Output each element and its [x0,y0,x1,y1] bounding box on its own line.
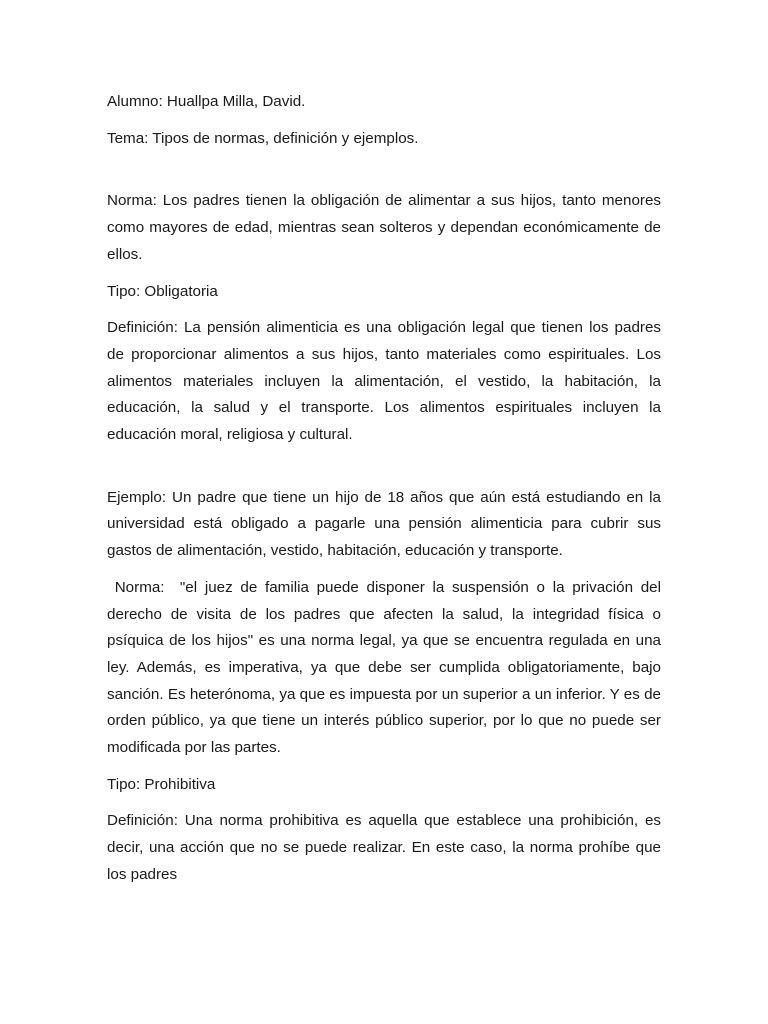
student-name: Alumno: Huallpa Milla, David. [107,93,306,110]
norma-2: Norma: "el juez de familia puede disponer la suspensión o la privación del derecho de visita de los padres que afecten la salud, la integridad física o psíquica de los hijos" es una norma legal, ya que se encuentra regulada en una ley. Además, es imperativa, ya que debe ser cumplida obligatoriamente, bajo sanción. Es heterónoma, ya que es impuesta por un superior a un inferior. Y es de orden público, ya que tiene un interés público superior, por lo que no puede ser modificada por las partes. [107,578,666,757]
norma-1: Norma: Los padres tienen la obligación de alimentar a sus hijos, tanto menores como mayores de edad, mientras sean solteros y dependan económicamente de ellos. [107,192,661,263]
document-topic: Tema: Tipos de normas, definición y ejemplos. [107,129,419,147]
definicion-2: Definición: Una norma prohibitiva es aquella que establece una prohibición, es decir, una acción que no se puede realizar. En este caso, la norma prohíbe que los padres [107,812,661,883]
ejemplo-1: Ejemplo: Un padre que tiene un hijo de 18 años que aún está estudiando en la universidad está obligado a pagarle una pensión alimenticia para cubrir sus gastos de alimentación, vestido, habitación, educación y transporte. [107,488,661,560]
definicion-1: Definición: La pensión alimenticia es una obligación legal que tienen los padres de proporcionar alimentos a sus hijos, tanto materiales como espirituales. Los alimentos materiales incluyen la alimentación, el vestido, la habitación, la educación, la salud y el transporte. Los alimentos espirituales incluyen la educación moral, religiosa y cultural. [107,319,661,444]
tipo-2: Tipo: Prohibitiva [107,775,216,793]
tipo-1: Tipo: Obligatoria [107,282,218,300]
document-page [107,89,666,899]
